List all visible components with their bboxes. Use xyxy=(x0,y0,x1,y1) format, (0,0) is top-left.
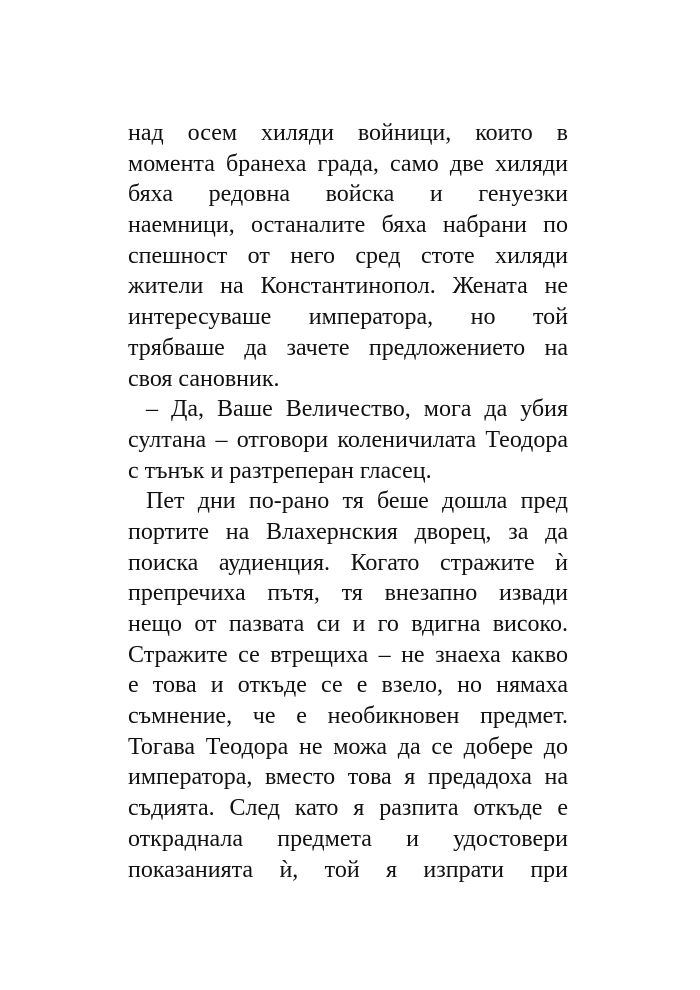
paragraph-2 xyxy=(128,394,568,486)
paragraph-3 xyxy=(128,486,568,885)
text-line: нещо от пазвата си и го вдигна високо. xyxy=(128,611,568,637)
text-line: откраднала предмета и удостовери xyxy=(128,825,568,852)
paragraph-1 xyxy=(128,118,568,394)
text-line: показанията ѝ, той я изпрати при xyxy=(128,856,568,883)
text-line: бяха редовна войска и генуезки xyxy=(128,181,568,208)
text-line: спешност от него сред стоте хиляди xyxy=(128,242,568,269)
text-line: – Да, Ваше Величество, мога да убия xyxy=(146,396,568,423)
text-line: Стражите се втрещиха – не знаеха какво xyxy=(128,641,568,668)
text-line: препречиха пътя, тя внезапно извади xyxy=(128,580,568,607)
body-text xyxy=(128,118,568,885)
text-line: императора, вместо това я предадоха на xyxy=(128,764,568,791)
text-line: Пет дни по-рано тя беше дошла пред xyxy=(146,488,568,515)
text-line: султана – отговори коленичилата Теодора xyxy=(128,426,568,453)
text-line: своя сановник. xyxy=(128,365,280,392)
text-line: интересуваше императора, но той xyxy=(128,304,568,331)
text-line: с тънък и разтреперан гласец. xyxy=(128,457,432,484)
text-line: трябваше да зачете предложението на xyxy=(128,334,568,361)
text-line: портите на Влахернския дворец, за да xyxy=(128,518,568,545)
text-line: е това и откъде се е взело, но нямаха xyxy=(128,672,568,699)
text-line: Тогава Теодора не можа да се добере до xyxy=(128,733,568,760)
text-line: съдията. След като я разпита откъде е xyxy=(128,795,568,822)
text-line: жители на Константинопол. Жената не xyxy=(128,273,568,300)
text-line: над осем хиляди войници, които в xyxy=(128,120,568,146)
text-line: съмнение, че е необикновен предмет. xyxy=(128,703,568,730)
text-line: наемници, останалите бяха набрани по xyxy=(128,212,568,239)
text-line: момента бранеха града, само две хиляди xyxy=(128,150,568,177)
text-line: поиска аудиенция. Когато стражите ѝ xyxy=(128,549,568,576)
